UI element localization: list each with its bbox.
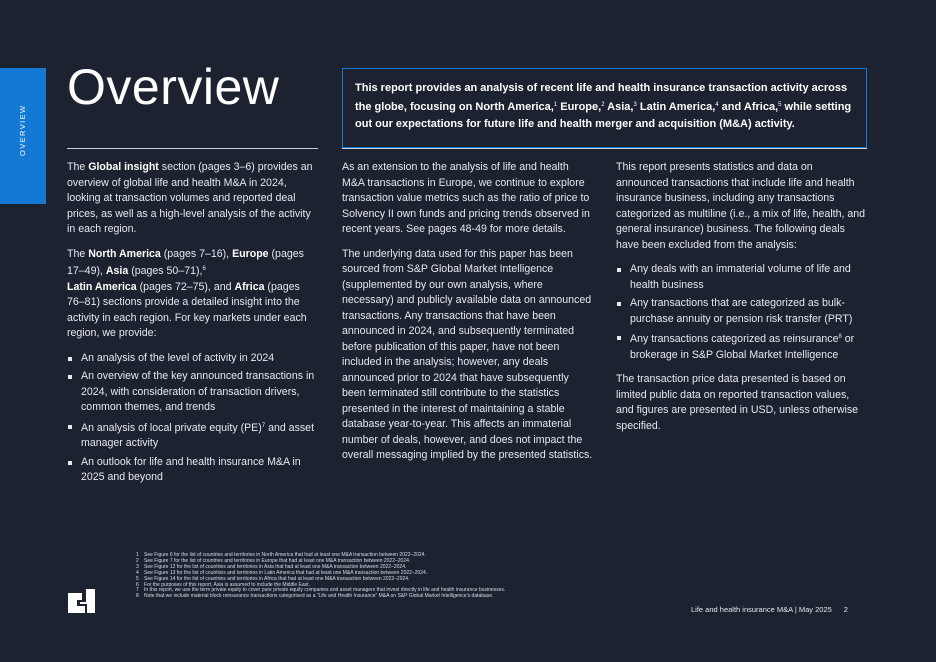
milliman-logo-icon bbox=[68, 589, 95, 613]
paragraph: The underlying data used for this paper has been sourced from S&P Global Market Intelligence (supplemented by our own analysis, where necessary) and publicly available data on announced transactions. Any transactions that have been announced in 2024, and subsequently terminated before publication of this paper, have not been included in the analysis; however, any deals announced prior to 2024 that have subsequently been terminated still contribute to the statistics presented in the interest of maintaining a stable database year-to-year. This affects an immaterial number of deals, however, and does not impact the overall messaging implied by the presented statistics. bbox=[342, 247, 593, 461]
intro-callout: This report provides an analysis of recent life and health insurance transaction activity across the globe, focusing on North America,$^1$ Europe,$^2$ Asia,$^3$ Latin America,$^4$ and Africa,$^5$ while setting out our expectations for future life and health merger and acquisition (M&A) activity. bbox=[342, 68, 867, 148]
column-left bbox=[67, 160, 319, 495]
footnotes bbox=[136, 553, 696, 600]
list-item: An analysis of the level of activity in 2024 bbox=[67, 351, 319, 367]
paragraph: The transaction price data presented is based on limited public data on reported transaction values, and figures are presented in USD, unless otherwise specified. bbox=[616, 373, 859, 432]
page-footer bbox=[691, 605, 848, 614]
list-item: Any deals with an immaterial volume of life and health business bbox=[616, 262, 868, 293]
paragraph: As an extension to the analysis of life and health M&A transactions in Europe, we continue to explore transaction value metrics such as the ratio of price to Solvency II own funds and pricing trends observed in recent years. See pages 48-49 for more details. bbox=[342, 161, 590, 235]
list-item: An overview of the key announced transactions in 2024, with consideration of transaction drivers, common themes, and trends bbox=[67, 369, 319, 416]
footnote: 2 See Figure 7 for the list of countries and territories in Europe that had at least one M&A transaction between 2022–2024. bbox=[136, 557, 411, 564]
paragraph: The Global insight section (pages 3–6) provides an overview of global life and health M&A in 2024, looking at transaction volumes and reported deal prices, as well as a high-level analysis of the activity in each region. bbox=[67, 161, 313, 235]
divider bbox=[67, 148, 318, 149]
list-item: An analysis of local private equity (PE)$^7$ and asset manager activity bbox=[67, 419, 319, 452]
bullet-list bbox=[616, 262, 868, 363]
column-middle bbox=[342, 160, 594, 473]
column-right bbox=[616, 160, 868, 443]
page-number: 2 bbox=[843, 605, 848, 614]
footnote: 5 See Figure 14 for the list of countries and territories in Africa that had at least one M&A transaction between 2022–2024. bbox=[136, 575, 410, 582]
divider bbox=[342, 148, 867, 149]
footnote: 8 Note that we include material block reinsurance transactions categorised as a “Life and Health Insurance” M&A on S&P Global Market Intelligence’s database. bbox=[136, 593, 494, 600]
section-tab-label: OVERVIEW bbox=[18, 104, 27, 156]
section-tab[interactable] bbox=[0, 68, 46, 204]
list-item: Any transactions categorized as reinsurance$^8$ or brokerage in S&P Global Market Intelligence bbox=[616, 330, 868, 363]
list-item: Any transactions that are categorized as bulk-purchase annuity or pension risk transfer (PRT) bbox=[616, 296, 868, 327]
page-title: Overview bbox=[67, 59, 280, 115]
bullet-list bbox=[67, 351, 319, 486]
footnote: 1 See Figure 6 for the list of countries and territories in North America that had at least one M&A transaction between 2022–2024. bbox=[136, 552, 426, 558]
footnote: 7 In this report, we use the term private equity to cover pure private equity companies and asset managers that invest directly in life and health insurance businesses. bbox=[136, 587, 506, 594]
footnote: 4 See Figure 13 for the list of countries and territories in Latin America that had at least one M&A transaction between 2022–2024. bbox=[136, 569, 428, 576]
footer-doc-title: Life and health insurance M&A | May 2025 bbox=[691, 605, 832, 614]
list-item: An outlook for life and health insurance M&A in 2025 and beyond bbox=[67, 455, 319, 486]
paragraph: This report presents statistics and data on announced transactions that include life and health insurance business, including any transactions categorized as multiline (i.e., a mix of life, health, and general insurance) business. The following deals have been excluded from the analysis: bbox=[616, 161, 866, 251]
footnote: 3 See Figure 12 for the list of countries and territories in Asia that had at least one M&A transaction between 2022–2024. bbox=[136, 563, 407, 570]
paragraph: The North America (pages 7–16), Europe (pages 17–49), Asia (pages 50–71),$^6$ Latin America (pages 72–75), and Africa (pages 76–81) sections provide a detailed insight into the activity in each region. For key markets under each region, we provide: bbox=[67, 247, 307, 339]
footnote: 6 For the purposes of this report, Asia is assumed to include the Middle East. bbox=[136, 581, 310, 588]
